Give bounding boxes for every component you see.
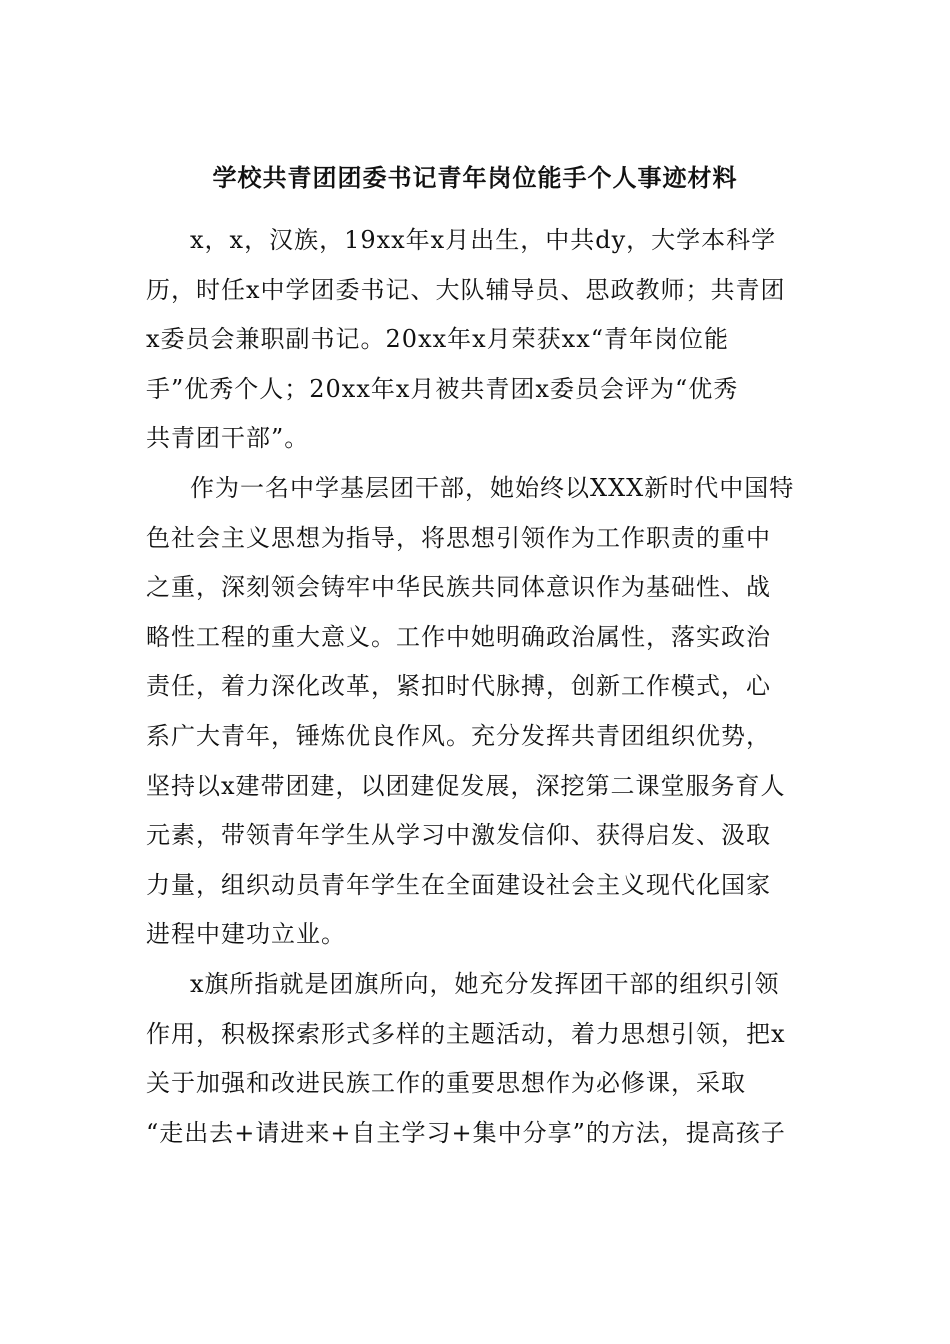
paragraph-line: 关于加强和改进民族工作的重要思想作为必修课，采取: [146, 1069, 746, 1098]
paragraph-line: 坚持以x建带团建，以团建促发展，深挖第二课堂服务育人: [146, 771, 786, 800]
paragraph-line: 手”优秀个人；20xx年x月被共青团x委员会评为“优秀: [146, 374, 739, 403]
document-title: 学校共青团团委书记青年岗位能手个人事迹材料: [212, 164, 738, 192]
paragraph-line: 作为一名中学基层团干部，她始终以XXX新时代中国特: [190, 473, 795, 502]
paragraph-line: x委员会兼职副书记。20xx年x月荣获xx“青年岗位能: [146, 325, 730, 354]
paragraph-line: 进程中建功立业。: [146, 920, 346, 949]
paragraph-line: 系广大青年，锤炼优良作风。充分发挥共青团组织优势，: [146, 721, 771, 750]
paragraph-line: “走出去+请进来+自主学习+集中分享”的方法，提高孩子: [146, 1118, 786, 1147]
paragraph-line: 责任，着力深化改革，紧扣时代脉搏，创新工作模式，心: [146, 672, 771, 701]
document-body: [146, 220, 816, 1162]
paragraph-line: 历，时任x中学团委书记、大队辅导员、思政教师；共青团: [146, 275, 786, 304]
paragraph-line: 共青团干部”。: [146, 424, 310, 453]
paragraph-line: x，x，汉族，19xx年x月出生，中共dy，大学本科学: [190, 226, 777, 254]
paragraph-1: [146, 220, 816, 468]
paragraph-line: 色社会主义思想为指导，将思想引领作为工作职责的重中: [146, 523, 771, 552]
paragraph-line: 力量，组织动员青年学生在全面建设社会主义现代化国家: [146, 870, 771, 899]
paragraph-line: 元素，带领青年学生从学习中激发信仰、获得启发、汲取: [146, 821, 771, 850]
paragraph-line: x旗所指就是团旗所向，她充分发挥团干部的组织引领: [190, 969, 780, 998]
paragraph-3: [146, 964, 816, 1162]
paragraph-2: [146, 468, 816, 964]
paragraph-line: 略性工程的重大意义。工作中她明确政治属性，落实政治: [146, 622, 771, 651]
paragraph-line: 之重，深刻领会铸牢中华民族共同体意识作为基础性、战: [146, 573, 771, 602]
paragraph-line: 作用，积极探索形式多样的主题活动，着力思想引领，把x: [146, 1019, 786, 1048]
